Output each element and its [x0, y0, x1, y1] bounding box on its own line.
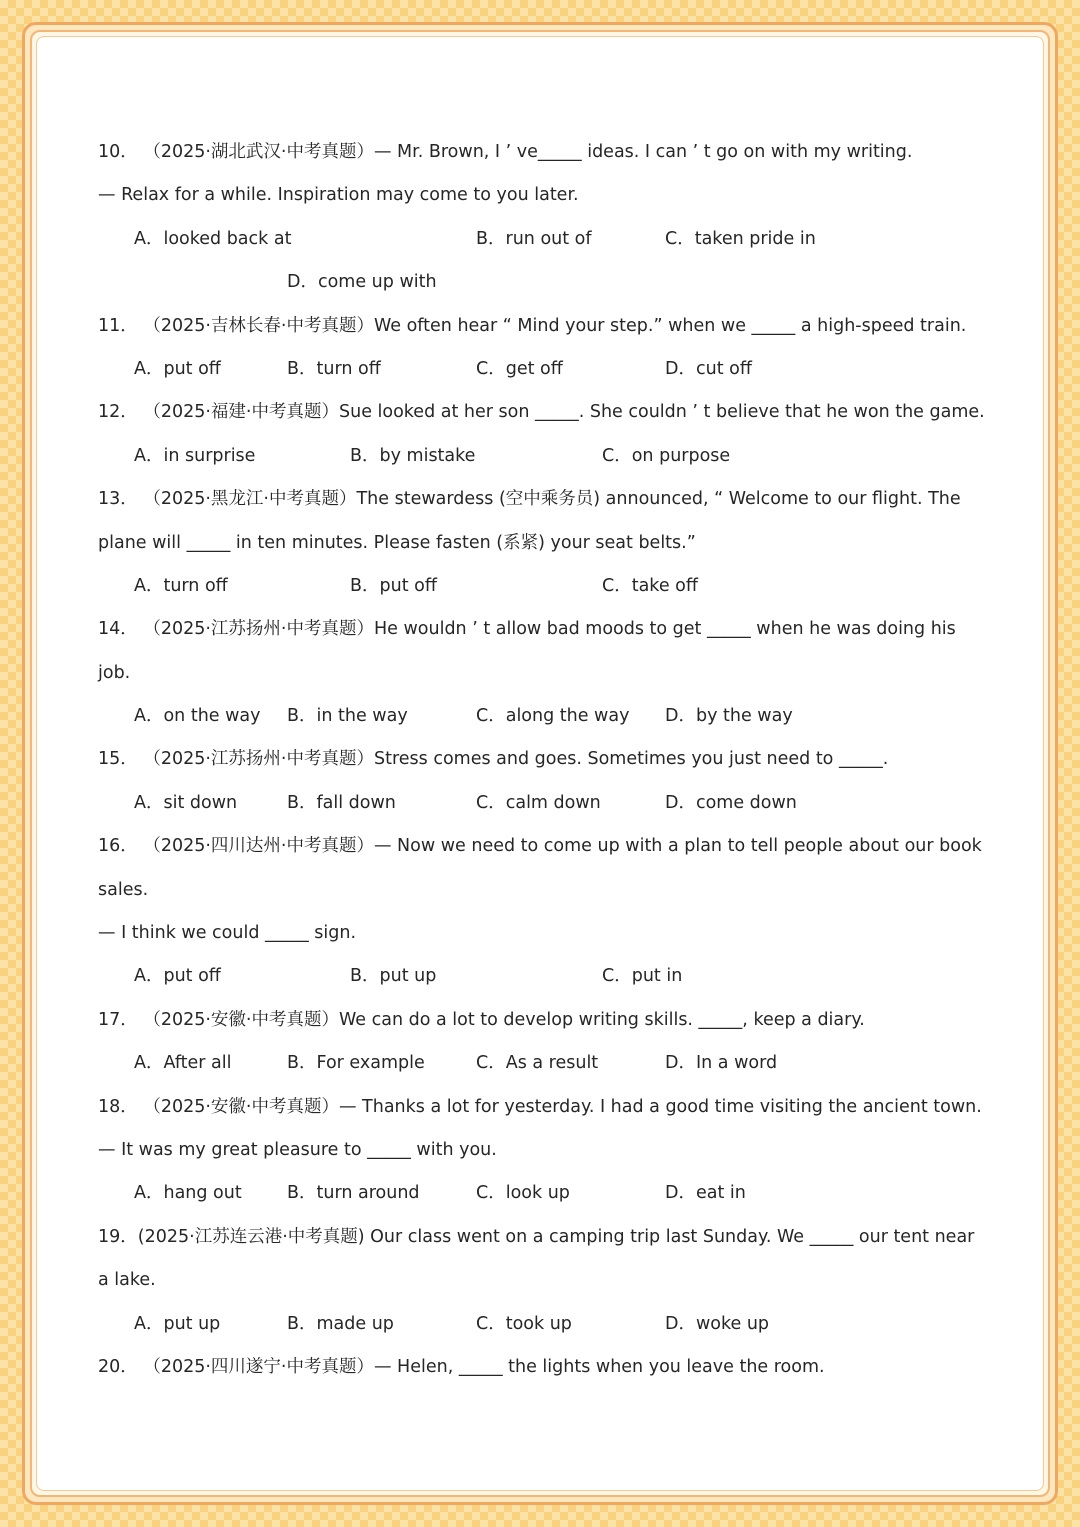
- question-14-stem: 14． （2025·江苏扬州·中考真题）He wouldn ’ t allow bad moods to get _____ when he was doing his: [98, 619, 956, 640]
- question-15-options: [98, 782, 988, 825]
- question-16-reply: — I think we could _____ sign.: [98, 923, 357, 944]
- option-c: C．on purpose: [602, 445, 731, 466]
- option-a: A．After all: [134, 1053, 232, 1074]
- question-13-options: [98, 565, 988, 608]
- option-a: A．sit down: [134, 792, 238, 813]
- question-20-stem: 20． （2025·四川遂宁·中考真题）— Helen, _____ the lights when you leave the room.: [98, 1356, 825, 1377]
- question-11-options: [98, 348, 988, 391]
- option-a: A．put off: [134, 358, 221, 379]
- option-b: B．made up: [287, 1313, 394, 1334]
- option-d: D．come down: [665, 792, 797, 813]
- question-17-stem: 17． （2025·安徽·中考真题）We can do a lot to develop writing skills. _____, keep a diary.: [98, 1009, 865, 1030]
- question-16-options: [98, 955, 988, 998]
- option-a: A．turn off: [134, 575, 228, 596]
- question-10-options-row2: [98, 261, 988, 304]
- option-c: C．get off: [476, 358, 563, 379]
- option-a: A．hang out: [134, 1183, 242, 1204]
- option-d: D．come up with: [287, 272, 437, 293]
- option-c: C．took up: [476, 1313, 572, 1334]
- question-13-stem-cont: plane will _____ in ten minutes. Please fasten (系紧) your seat belts.”: [98, 532, 696, 553]
- question-14-options: [98, 695, 988, 738]
- question-11-stem: 11． （2025·吉林长春·中考真题）We often hear “ Mind your step.” when we _____ a high-speed train.: [98, 315, 967, 336]
- question-19-options: [98, 1303, 988, 1346]
- option-c: C．look up: [476, 1183, 570, 1204]
- option-b: B．fall down: [287, 792, 396, 813]
- question-10-options: [98, 218, 988, 261]
- option-a: A．in surprise: [134, 445, 256, 466]
- option-c: C．taken pride in: [665, 228, 816, 249]
- question-10-stem: 10． （2025·湖北武汉·中考真题）— Mr. Brown, I ’ ve_____ ideas. I can ’ t go on with my writing.: [98, 142, 913, 162]
- option-c: C．take off: [602, 575, 698, 596]
- option-b: B．run out of: [476, 228, 592, 249]
- option-c: C．along the way: [476, 706, 630, 727]
- option-d: D．eat in: [665, 1183, 746, 1204]
- option-a: A．put up: [134, 1313, 221, 1334]
- question-14-stem-cont: job.: [98, 662, 131, 683]
- question-13-stem: 13． （2025·黑龙江·中考真题）The stewardess (空中乘务员) announced, “ Welcome to our flight. The: [98, 489, 961, 510]
- option-b: B．in the way: [287, 706, 408, 727]
- question-19-stem: 19．(2025·江苏连云港·中考真题) Our class went on a camping trip last Sunday. We _____ our tent near: [98, 1226, 975, 1247]
- question-15-stem: 15． （2025·江苏扬州·中考真题）Stress comes and goes. Sometimes you just need to _____.: [98, 749, 889, 770]
- option-b: B．by mistake: [350, 445, 476, 466]
- question-12-stem: 12． （2025·福建·中考真题）Sue looked at her son _____. She couldn ’ t believe that he won the game.: [98, 402, 985, 423]
- option-b: B．put up: [350, 966, 437, 987]
- option-c: C．As a result: [476, 1053, 599, 1074]
- question-18-options: [98, 1172, 988, 1215]
- question-16-stem-cont: sales.: [98, 879, 149, 900]
- option-b: B．turn around: [287, 1183, 420, 1204]
- question-12-options: [98, 435, 988, 478]
- question-17-options: [98, 1042, 988, 1085]
- option-c: C．calm down: [476, 792, 601, 813]
- option-a: A．looked back at: [134, 228, 292, 249]
- question-list: [98, 131, 988, 1389]
- option-a: A．on the way: [134, 706, 261, 727]
- option-b: B．For example: [287, 1053, 425, 1074]
- option-b: B．put off: [350, 575, 437, 596]
- option-d: D．woke up: [665, 1313, 770, 1334]
- option-d: D．cut off: [665, 358, 752, 379]
- question-19-stem-cont: a lake.: [98, 1270, 156, 1291]
- question-18-stem: 18． （2025·安徽·中考真题）— Thanks a lot for yesterday. I had a good time visiting the ancient town.: [98, 1096, 982, 1117]
- option-d: D．In a word: [665, 1053, 778, 1074]
- option-a: A．put off: [134, 966, 221, 987]
- question-18-reply: — It was my great pleasure to _____ with you.: [98, 1139, 497, 1160]
- option-b: B．turn off: [287, 358, 381, 379]
- option-c: C．put in: [602, 966, 683, 987]
- option-d: D．by the way: [665, 706, 793, 727]
- question-16-stem: 16． （2025·四川达州·中考真题）— Now we need to come up with a plan to tell people about our book: [98, 836, 982, 857]
- question-10-reply: — Relax for a while. Inspiration may come to you later.: [98, 185, 579, 206]
